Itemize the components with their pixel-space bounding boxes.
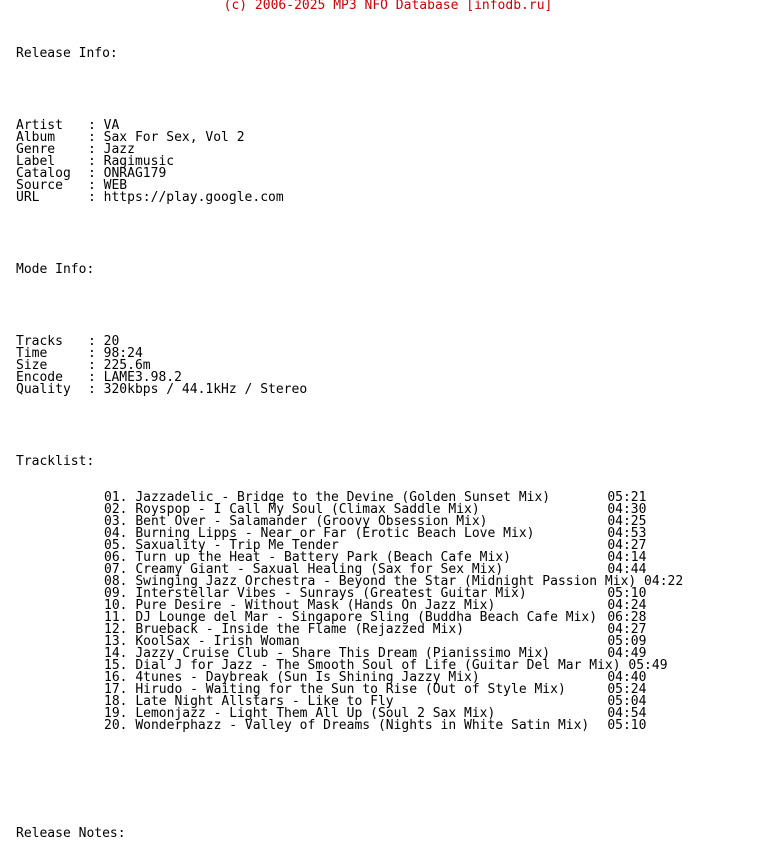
track-duration: 05:49 — [628, 658, 668, 673]
blank-line — [16, 228, 683, 240]
track-title: DJ Lounge del Mar - Singapore Sling (Buddha Beach Cafe Mix) — [135, 610, 598, 625]
field-label: Artist — [16, 118, 63, 133]
field-value: Jazz — [103, 142, 135, 157]
track-duration: 04:54 — [607, 706, 647, 721]
track-title: Royspop - I Call My Soul (Climax Saddle Mix) — [135, 502, 480, 517]
track-number: 03. — [104, 514, 128, 529]
field-separator: : — [88, 334, 104, 349]
track-title: Brueback - Inside the Flame (Rejazzed Mix) — [135, 622, 465, 637]
track-duration: 04:27 — [607, 538, 647, 553]
track-number: 10. — [104, 598, 128, 613]
track-duration: 04:30 — [607, 502, 647, 517]
field-value: LAME3.98.2 — [103, 370, 182, 385]
blank-line — [16, 300, 683, 312]
field-value: 20 — [103, 334, 120, 349]
field-label: Encode — [16, 370, 63, 385]
field-separator: : — [88, 154, 104, 169]
track-number: 16. — [104, 670, 128, 685]
track-duration: 05:10 — [607, 586, 647, 601]
field-separator: : — [88, 166, 104, 181]
field-separator: : — [88, 382, 104, 397]
release-info-field-url — [16, 192, 683, 204]
track-duration: 04:14 — [607, 550, 647, 565]
blank-line — [16, 756, 683, 768]
track-duration: 04:27 — [607, 622, 647, 637]
field-separator: : — [88, 346, 104, 361]
field-label: URL — [16, 190, 40, 205]
field-value: WEB — [103, 178, 128, 193]
track-duration: 04:25 — [607, 514, 647, 529]
nfo-document — [16, 24, 683, 852]
track-title: Pure Desire - Without Mask (Hands On Jazz Mix) — [135, 598, 496, 613]
field-label: Tracks — [16, 334, 63, 349]
track-title: Hirudo - Waiting for the Sun to Rise (Out of Style Mix) — [135, 682, 566, 697]
track-duration: 05:24 — [607, 682, 647, 697]
tracklist — [16, 492, 683, 732]
field-separator: : — [88, 130, 104, 145]
mode-info-fields — [16, 336, 683, 396]
track-number: 17. — [104, 682, 128, 697]
track-title: Late Night Allstars - Like to Fly — [135, 694, 394, 709]
release-info-fields — [16, 120, 683, 204]
track-row — [16, 720, 683, 732]
track-number: 13. — [104, 634, 128, 649]
mode-info-field-quality — [16, 384, 683, 396]
release-notes-heading: Release Notes: — [16, 826, 126, 841]
track-duration: 04:22 — [644, 574, 684, 589]
field-separator: : — [88, 118, 104, 133]
field-value: Sax For Sex, Vol 2 — [103, 130, 245, 145]
mode-info-heading: Mode Info: — [16, 262, 95, 277]
track-title: Dial J for Jazz - The Smooth Soul of Life (Guitar Del Mar Mix) — [135, 658, 629, 673]
field-value: 320kbps / 44.1kHz / Stereo — [103, 382, 308, 397]
track-duration: 05:21 — [607, 490, 647, 505]
track-duration: 04:44 — [607, 562, 647, 577]
release-info-heading: Release Info: — [16, 46, 118, 61]
field-value: ONRAG179 — [103, 166, 167, 181]
track-title: Saxuality - Trip Me Tender — [135, 538, 339, 553]
field-separator: : — [88, 190, 104, 205]
site-banner[interactable]: (c) 2006-2025 MP3 NFO Database [infodb.ru] — [223, 0, 553, 13]
track-number: 20. — [104, 718, 128, 733]
field-label: Size — [16, 358, 48, 373]
track-number: 19. — [104, 706, 128, 721]
track-title: Jazzadelic - Bridge to the Devine (Golden Sunset Mix) — [135, 490, 551, 505]
track-number: 09. — [104, 586, 128, 601]
field-label: Quality — [16, 382, 71, 397]
track-duration: 05:10 — [607, 718, 647, 733]
track-title: Burning Lipps - Near or Far (Erotic Beach Love Mix) — [135, 526, 535, 541]
track-number: 18. — [104, 694, 128, 709]
track-number: 05. — [104, 538, 128, 553]
field-value: Ragimusic — [103, 154, 175, 169]
track-duration: 04:40 — [607, 670, 647, 685]
field-label: Album — [16, 130, 56, 145]
track-duration: 04:49 — [607, 646, 647, 661]
field-label: Catalog — [16, 166, 71, 181]
field-label: Source — [16, 178, 63, 193]
track-title: 4tunes - Daybreak (Sun Is Shining Jazzy Mix) — [135, 670, 480, 685]
track-duration: 06:28 — [607, 610, 647, 625]
field-value: 98:24 — [103, 346, 143, 361]
blank-line — [16, 84, 683, 96]
tracklist-heading: Tracklist: — [16, 454, 95, 469]
field-label: Time — [16, 346, 48, 361]
field-separator: : — [88, 358, 104, 373]
track-number: 07. — [104, 562, 128, 577]
track-title: KoolSax - Irish Woman — [135, 634, 300, 649]
track-number: 02. — [104, 502, 128, 517]
field-value[interactable]: https://play.google.com — [103, 190, 284, 205]
track-number: 15. — [104, 658, 128, 673]
field-label: Genre — [16, 142, 56, 157]
track-title: Jazzy Cruise Club - Share This Dream (Pianissimo Mix) — [135, 646, 551, 661]
track-title: Wonderphazz - Valley of Dreams (Nights in White Satin Mix) — [135, 718, 590, 733]
field-value: VA — [103, 118, 120, 133]
track-duration: 04:53 — [607, 526, 647, 541]
track-title: Creamy Giant - Saxual Healing (Sax for Sex Mix) — [135, 562, 504, 577]
track-duration: 04:24 — [607, 598, 647, 613]
track-title: Turn up the Heat - Battery Park (Beach Cafe Mix) — [135, 550, 511, 565]
track-number: 11. — [104, 610, 128, 625]
track-title: Bent Over - Salamander (Groovy Obsession Mix) — [135, 514, 488, 529]
blank-line — [16, 792, 683, 804]
track-number: 12. — [104, 622, 128, 637]
field-separator: : — [88, 142, 104, 157]
blank-line — [16, 420, 683, 432]
track-title: Interstellar Vibes - Sunrays (Greatest Guitar Mix) — [135, 586, 527, 601]
track-number: 06. — [104, 550, 128, 565]
track-title: Lemonjazz - Light Them All Up (Soul 2 Sax Mix) — [135, 706, 496, 721]
track-duration: 05:09 — [607, 634, 647, 649]
field-separator: : — [88, 370, 104, 385]
track-number: 04. — [104, 526, 128, 541]
track-number: 14. — [104, 646, 128, 661]
field-value: 225.6m — [103, 358, 151, 373]
track-number: 01. — [104, 490, 128, 505]
field-separator: : — [88, 178, 104, 193]
field-label: Label — [16, 154, 56, 169]
track-number: 08. — [104, 574, 128, 589]
track-title: Swinging Jazz Orchestra - Beyond the Star (Midnight Passion Mix) — [135, 574, 645, 589]
track-duration: 05:04 — [607, 694, 647, 709]
